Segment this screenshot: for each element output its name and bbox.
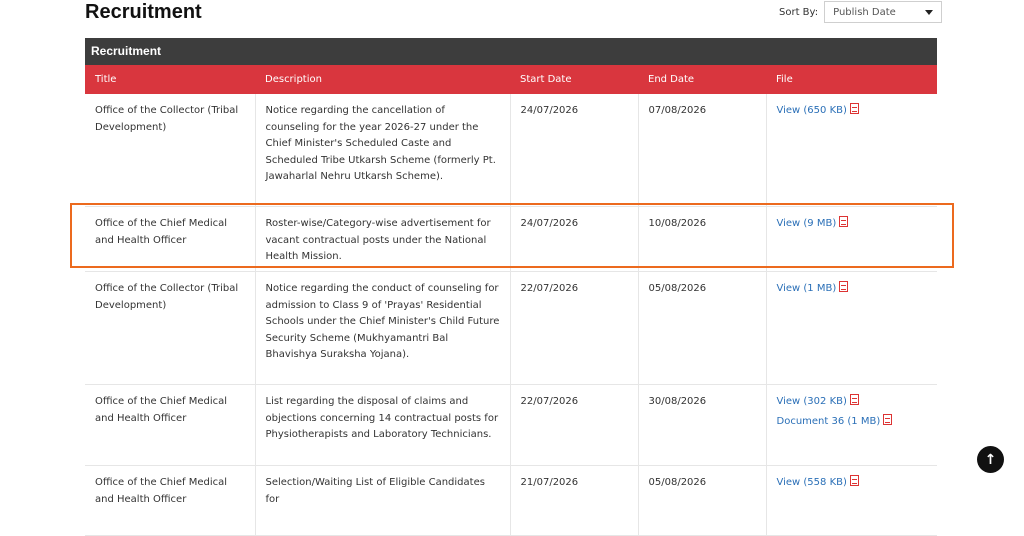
row-title: Office of the Chief Medical and Health Officer [85,207,255,272]
row-files [766,385,937,466]
file-link[interactable] [777,216,928,233]
file-link-label: Document 36 (1 MB) [776,415,881,427]
column-header-title: Title [85,65,255,94]
file-link-label: View (558 KB) [776,477,847,488]
row-start-date: 24/07/2026 [510,207,638,272]
row-start-date: 22/07/2026 [510,385,638,466]
recruitment-table-container [85,38,937,536]
scroll-to-top-button[interactable] [977,446,1004,473]
page-title: Recruitment [85,1,202,23]
sort-selected-value: Publish Date [833,6,896,18]
row-end-date: 07/08/2026 [638,94,766,207]
file-link[interactable] [777,103,928,120]
table-caption: Recruitment [85,38,937,65]
file-link-label: View (302 KB) [776,396,847,407]
pdf-icon [883,414,892,425]
pdf-icon [839,216,848,227]
file-link-label: View (650 KB) [776,105,847,116]
row-files [766,272,937,385]
file-link[interactable] [777,281,928,298]
table-header-row [85,65,937,94]
sort-label: Sort By: [779,6,819,18]
recruitment-table [85,65,937,536]
row-title: Office of the Chief Medical and Health Officer [85,385,255,466]
row-end-date: 05/08/2026 [638,466,766,536]
row-description: Roster-wise/Category-wise advertisement for vacant contractual posts under the National Health Mission. [255,207,510,272]
table-row [85,272,937,385]
table-row [85,466,937,536]
column-header-end-date: End Date [638,65,766,94]
column-header-file: File [766,65,937,94]
row-start-date: 22/07/2026 [510,272,638,385]
table-row [85,385,937,466]
file-link-label: View (1 MB) [776,283,837,294]
row-end-date: 10/08/2026 [638,207,766,272]
row-title: Office of the Collector (Tribal Development) [85,94,255,207]
row-description: Notice regarding the cancellation of counseling for the year 2026-27 under the Chief Minister's Scheduled Caste and Scheduled Tribe Utkarsh Scheme (formerly Pt. Jawaharlal Nehru Utkarsh Scheme). [255,94,510,207]
row-end-date: 30/08/2026 [638,385,766,466]
row-start-date: 24/07/2026 [510,94,638,207]
table-row [85,207,937,272]
row-files [766,466,937,536]
pdf-icon [850,475,859,486]
row-title: Office of the Chief Medical and Health Officer [85,466,255,536]
file-link[interactable] [777,394,928,411]
row-files [766,94,937,207]
pdf-icon [850,103,859,114]
pdf-icon [839,281,848,292]
row-description: Notice regarding the conduct of counseling for admission to Class 9 of 'Prayas' Residential Schools under the Chief Minister's Child Future Security Scheme (Mukhyamantri Bal Bhavishya Suraksha Yojana). [255,272,510,385]
column-header-description: Description [255,65,510,94]
arrow-up-icon: ↑ [984,451,997,468]
file-link[interactable] [777,475,928,492]
row-title: Office of the Collector (Tribal Development) [85,272,255,385]
row-description: List regarding the disposal of claims and objections concerning 14 contractual posts for Physiotherapists and Laboratory Technicians. [255,385,510,466]
chevron-down-icon [925,10,933,15]
file-link-label: View (9 MB) [776,218,837,229]
row-end-date: 05/08/2026 [638,272,766,385]
row-files [766,207,937,272]
pdf-icon [850,394,859,405]
row-start-date: 21/07/2026 [510,466,638,536]
sort-select[interactable] [824,1,942,23]
file-link[interactable] [777,414,928,431]
row-description: Selection/Waiting List of Eligible Candidates for [255,466,510,536]
sort-control [779,1,942,23]
table-row [85,94,937,207]
column-header-start-date: Start Date [510,65,638,94]
